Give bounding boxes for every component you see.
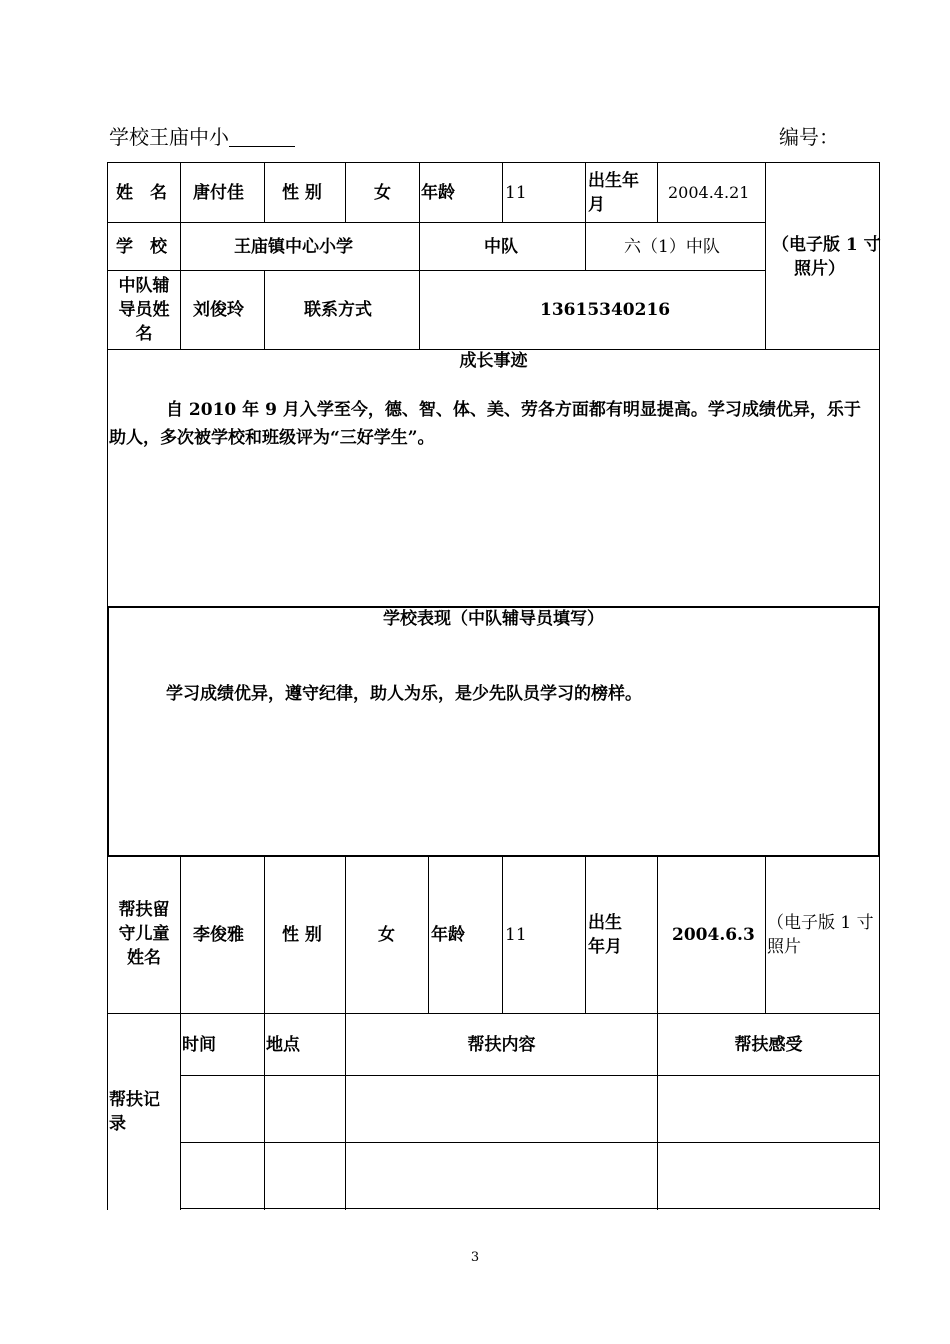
growth-title: 成长事迹 bbox=[459, 351, 528, 371]
birth-label-line2: 月 bbox=[588, 195, 605, 215]
counselor-label-line3: 名 bbox=[135, 324, 153, 344]
record-row-2-content[interactable] bbox=[346, 1143, 657, 1208]
helped-child-age-label: 年龄 bbox=[431, 925, 465, 945]
records-col-place: 地点 bbox=[266, 1035, 300, 1055]
record-row-2-feeling[interactable] bbox=[658, 1143, 879, 1208]
helped-child-birth-label-line2: 年月 bbox=[588, 937, 622, 957]
age-label: 年龄 bbox=[421, 183, 455, 203]
school-label: 学校王庙中小 bbox=[109, 125, 229, 149]
student-birth: 2004.4.21 bbox=[668, 183, 750, 202]
squad-label: 中队 bbox=[484, 237, 518, 257]
record-row-1-place[interactable] bbox=[265, 1076, 345, 1142]
records-col-time: 时间 bbox=[182, 1035, 216, 1055]
student-age: 11 bbox=[505, 183, 527, 203]
helped-child-label-line1: 帮扶留 bbox=[118, 900, 170, 920]
school-header bbox=[109, 124, 295, 150]
counselor-label-line2: 导员姓 bbox=[118, 300, 170, 320]
performance-title: 学校表现（中队辅导员填写） bbox=[383, 609, 604, 629]
helped-child-birth: 2004.6.3 bbox=[672, 925, 755, 945]
records-label-line2: 录 bbox=[109, 1114, 126, 1134]
contact-phone: 13615340216 bbox=[540, 300, 671, 320]
performance-text: 学习成绩优异，遵守纪律，助人为乐，是少先队员学习的榜样。 bbox=[166, 684, 642, 704]
record-row-1-feeling[interactable] bbox=[658, 1076, 879, 1142]
helped-child-gender: 女 bbox=[378, 925, 395, 945]
photo-placeholder-line2: 照片） bbox=[794, 259, 845, 279]
records-col-feeling: 帮扶感受 bbox=[734, 1035, 803, 1055]
school-underline bbox=[229, 126, 295, 147]
birth-label-line1: 出生年 bbox=[588, 171, 639, 191]
record-row-1-time[interactable] bbox=[181, 1076, 264, 1142]
student-name: 唐付佳 bbox=[193, 183, 244, 203]
helped-child-label-line2: 守儿童 bbox=[118, 924, 170, 944]
helped-child-age: 11 bbox=[505, 925, 527, 945]
squad-name: 六（1）中队 bbox=[624, 237, 720, 257]
records-col-content: 帮扶内容 bbox=[467, 1035, 536, 1055]
growth-text-line2: 助人，多次被学校和班级评为“三好学生”。 bbox=[109, 428, 435, 448]
page-number: 3 bbox=[470, 1250, 480, 1265]
serial-number-label: 编号： bbox=[779, 125, 839, 149]
helped-child-photo-line1: （电子版 1 寸 bbox=[767, 913, 874, 933]
record-row-1-content[interactable] bbox=[346, 1076, 657, 1142]
helped-child-gender-label: 性 别 bbox=[282, 925, 322, 945]
school-label: 学 校 bbox=[116, 237, 167, 257]
helped-child-label-line3: 姓名 bbox=[127, 948, 161, 968]
record-row-2-place[interactable] bbox=[265, 1143, 345, 1208]
growth-text-line1: 自 2010 年 9 月入学至今，德、智、体、美、劳各方面都有明显提高。学习成绩优异，乐于 bbox=[166, 400, 861, 420]
name-label: 姓 名 bbox=[116, 183, 167, 203]
gender-label: 性 别 bbox=[282, 183, 322, 203]
counselor-name: 刘俊玲 bbox=[193, 300, 244, 320]
helped-child-name: 李俊雅 bbox=[193, 925, 244, 945]
school-name: 王庙镇中心小学 bbox=[234, 237, 353, 257]
student-gender: 女 bbox=[374, 183, 391, 203]
counselor-label-line1: 中队辅 bbox=[118, 276, 170, 296]
helped-child-photo-line2: 照片 bbox=[767, 937, 801, 957]
photo-placeholder-line1: （电子版 1 寸 bbox=[772, 235, 881, 255]
contact-label: 联系方式 bbox=[304, 300, 372, 320]
helped-child-birth-label-line1: 出生 bbox=[588, 913, 622, 933]
record-row-2-time[interactable] bbox=[181, 1143, 264, 1208]
records-label-line1: 帮扶记 bbox=[109, 1090, 160, 1110]
